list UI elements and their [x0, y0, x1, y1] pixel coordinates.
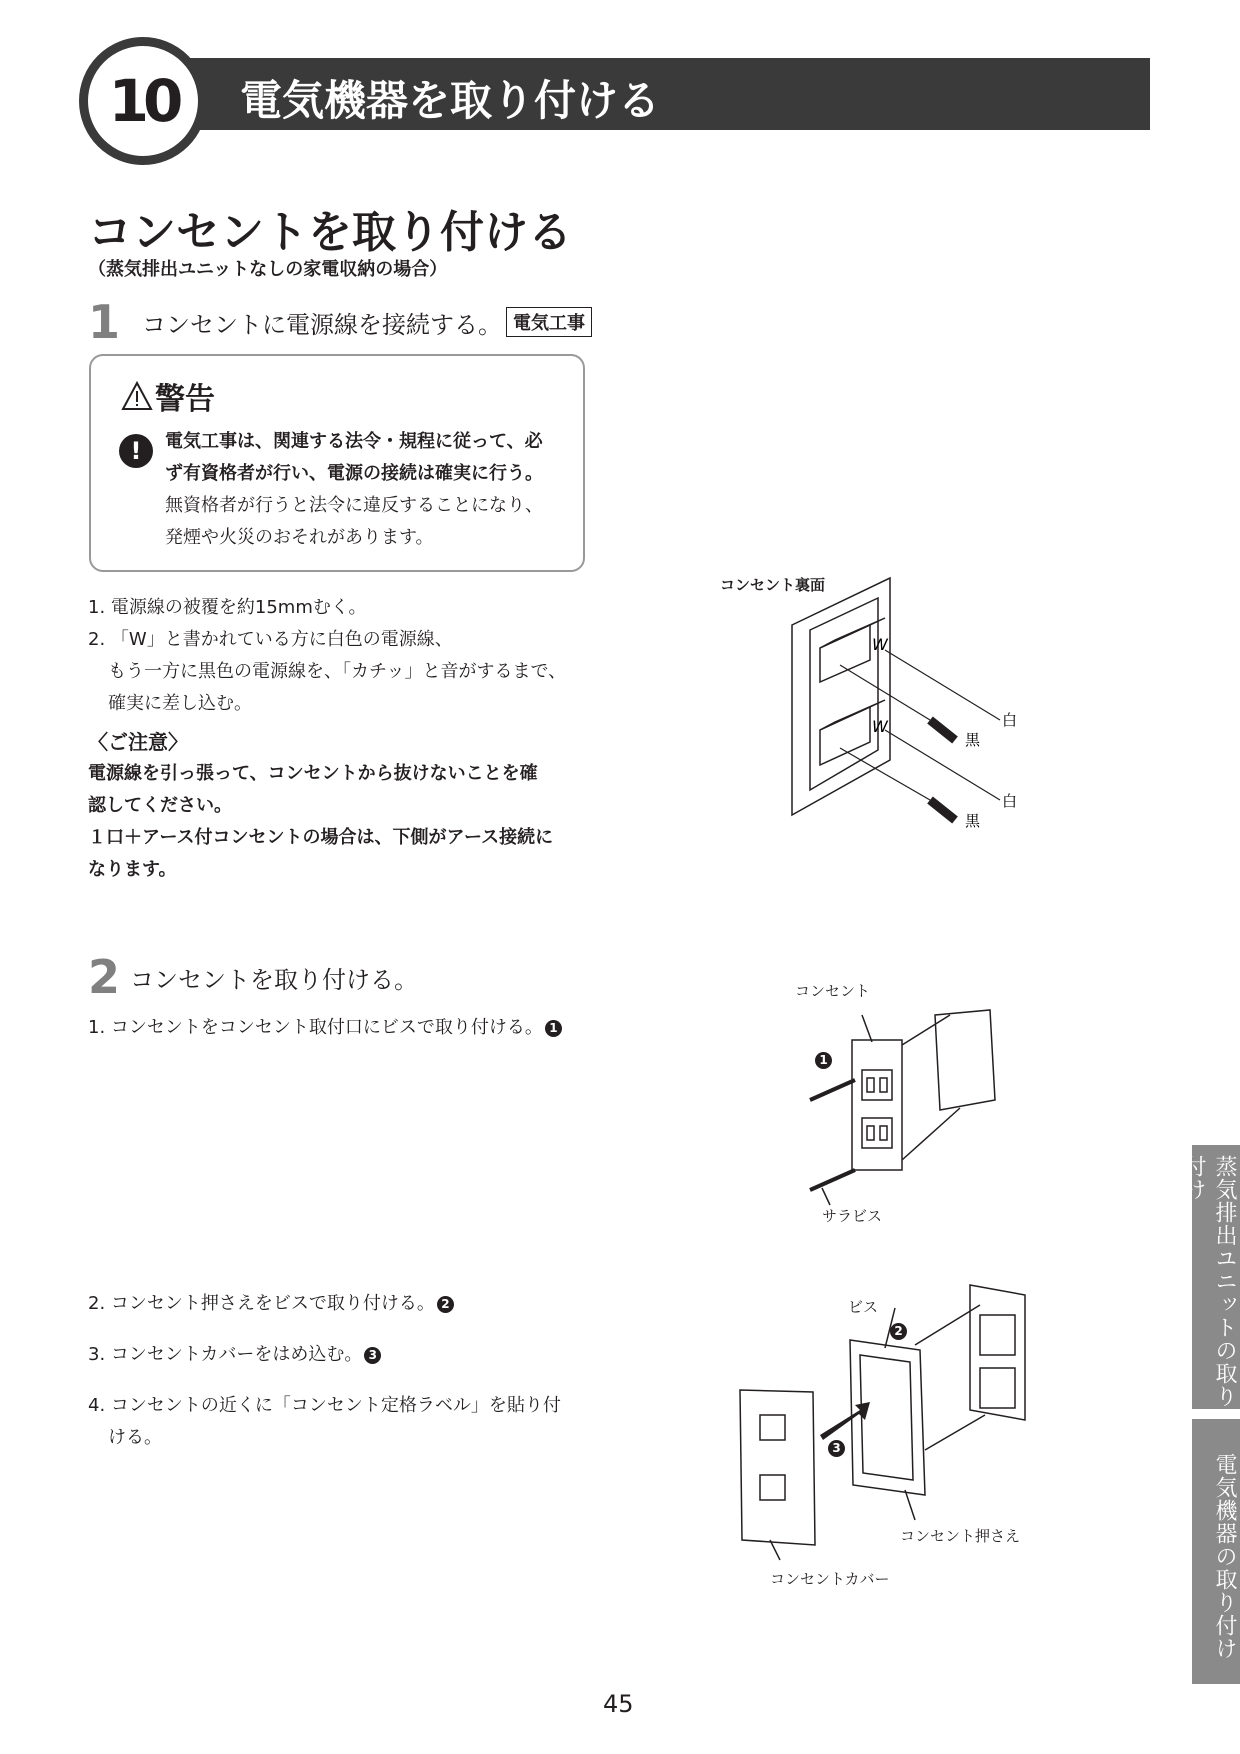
- black-wire-label: 黒: [965, 812, 981, 830]
- page-subheading: （蒸気排出ユニットなしの家電収納の場合）: [88, 259, 448, 280]
- white-wire-label: 白: [1002, 792, 1018, 810]
- caution-line: なります。: [88, 859, 177, 880]
- list-item: [88, 1339, 381, 1371]
- list-item: [88, 1288, 454, 1320]
- side-tab-steam-unit[interactable]: 蒸気排出ユニットの取り付け: [1192, 1145, 1240, 1409]
- list-item-text: 2. コンセント押さえをビスで取り付ける。: [88, 1293, 435, 1314]
- diagram-title: コンセント裏面: [720, 576, 826, 594]
- warning-title-text: 警告: [155, 382, 215, 417]
- warning-bold-line: 電気工事は、関連する法令・規程に従って、必: [165, 431, 543, 452]
- list-item: [88, 1390, 561, 1454]
- w-mark: W: [872, 635, 888, 654]
- exclamation-icon: !: [119, 434, 153, 468]
- w-mark: W: [872, 717, 888, 736]
- caution-title: 〈ご注意〉: [88, 730, 188, 754]
- warning-title: [121, 374, 215, 418]
- side-tab-electrical[interactable]: 電気機器の取り付け: [1192, 1419, 1240, 1684]
- screw-label: ビス: [848, 1298, 879, 1316]
- page-number: 45: [603, 1690, 634, 1718]
- outlet-holder-label: コンセント押さえ: [900, 1527, 1021, 1545]
- outlet-label: コンセント: [795, 982, 871, 1000]
- warning-triangle-icon: [121, 381, 153, 411]
- step-number: 1: [88, 295, 121, 349]
- outlet-cover-label: コンセントカバー: [770, 1570, 890, 1588]
- step-1-list: [88, 592, 566, 886]
- list-item-text: 3. コンセントカバーをはめ込む。: [88, 1344, 363, 1365]
- list-item-text: ける。: [108, 1427, 162, 1448]
- black-wire-label: 黒: [965, 731, 981, 749]
- warning-line: 無資格者が行うと法令に違反することになり、: [165, 495, 543, 516]
- marker-3-icon: 3: [828, 1440, 845, 1457]
- warning-bold-line: ず有資格者が行い、電源の接続は確実に行う。: [165, 463, 543, 484]
- list-item-text: 1. コンセントをコンセント取付口にビスで取り付ける。: [88, 1017, 543, 1038]
- outlet-mount-diagram: [800, 1000, 1000, 1210]
- step-text: コンセントに電源線を接続する。: [142, 310, 503, 339]
- marker-2-icon: 2: [890, 1323, 907, 1340]
- caution-line: １口＋アース付コンセントの場合は、下側がアース接続に: [88, 827, 554, 848]
- marker-1-icon: 1: [545, 1020, 562, 1037]
- outlet-back-diagram: [780, 570, 1040, 830]
- list-item: 2. 「W」と書かれている方に白色の電源線、: [88, 629, 453, 650]
- list-item: 1. 電源線の被覆を約15mmむく。: [88, 597, 367, 618]
- caution-line: 認してください。: [88, 795, 232, 816]
- caution-line: 電源線を引っ張って、コンセントから抜けないことを確: [88, 763, 538, 784]
- step-text: コンセントを取り付ける。: [130, 965, 419, 994]
- page-heading: コンセントを取り付ける: [88, 207, 572, 258]
- marker-1-icon: 1: [815, 1052, 832, 1069]
- section-number-badge: 10: [79, 37, 207, 165]
- list-item: [88, 1012, 562, 1044]
- step-number: 2: [88, 950, 121, 1004]
- electrical-work-tag: 電気工事: [506, 307, 592, 337]
- list-item: 確実に差し込む。: [108, 693, 252, 714]
- warning-box: [89, 354, 585, 572]
- flat-screw-label: サラビス: [822, 1207, 883, 1225]
- cover-install-diagram: [735, 1280, 1035, 1570]
- list-item-text: 4. コンセントの近くに「コンセント定格ラベル」を貼り付: [88, 1395, 561, 1416]
- step-1-heading: [88, 295, 592, 349]
- list-item: もう一方に黒色の電源線を、「カチッ」と音がするまで、: [108, 661, 567, 682]
- warning-line: 発煙や火災のおそれがあります。: [165, 527, 434, 548]
- step-2-heading: [88, 950, 418, 1004]
- warning-body: [165, 426, 585, 554]
- section-title: 電気機器を取り付ける: [240, 76, 661, 125]
- marker-2-icon: 2: [437, 1296, 454, 1313]
- white-wire-label: 白: [1002, 711, 1018, 729]
- marker-3-icon: 3: [364, 1347, 381, 1364]
